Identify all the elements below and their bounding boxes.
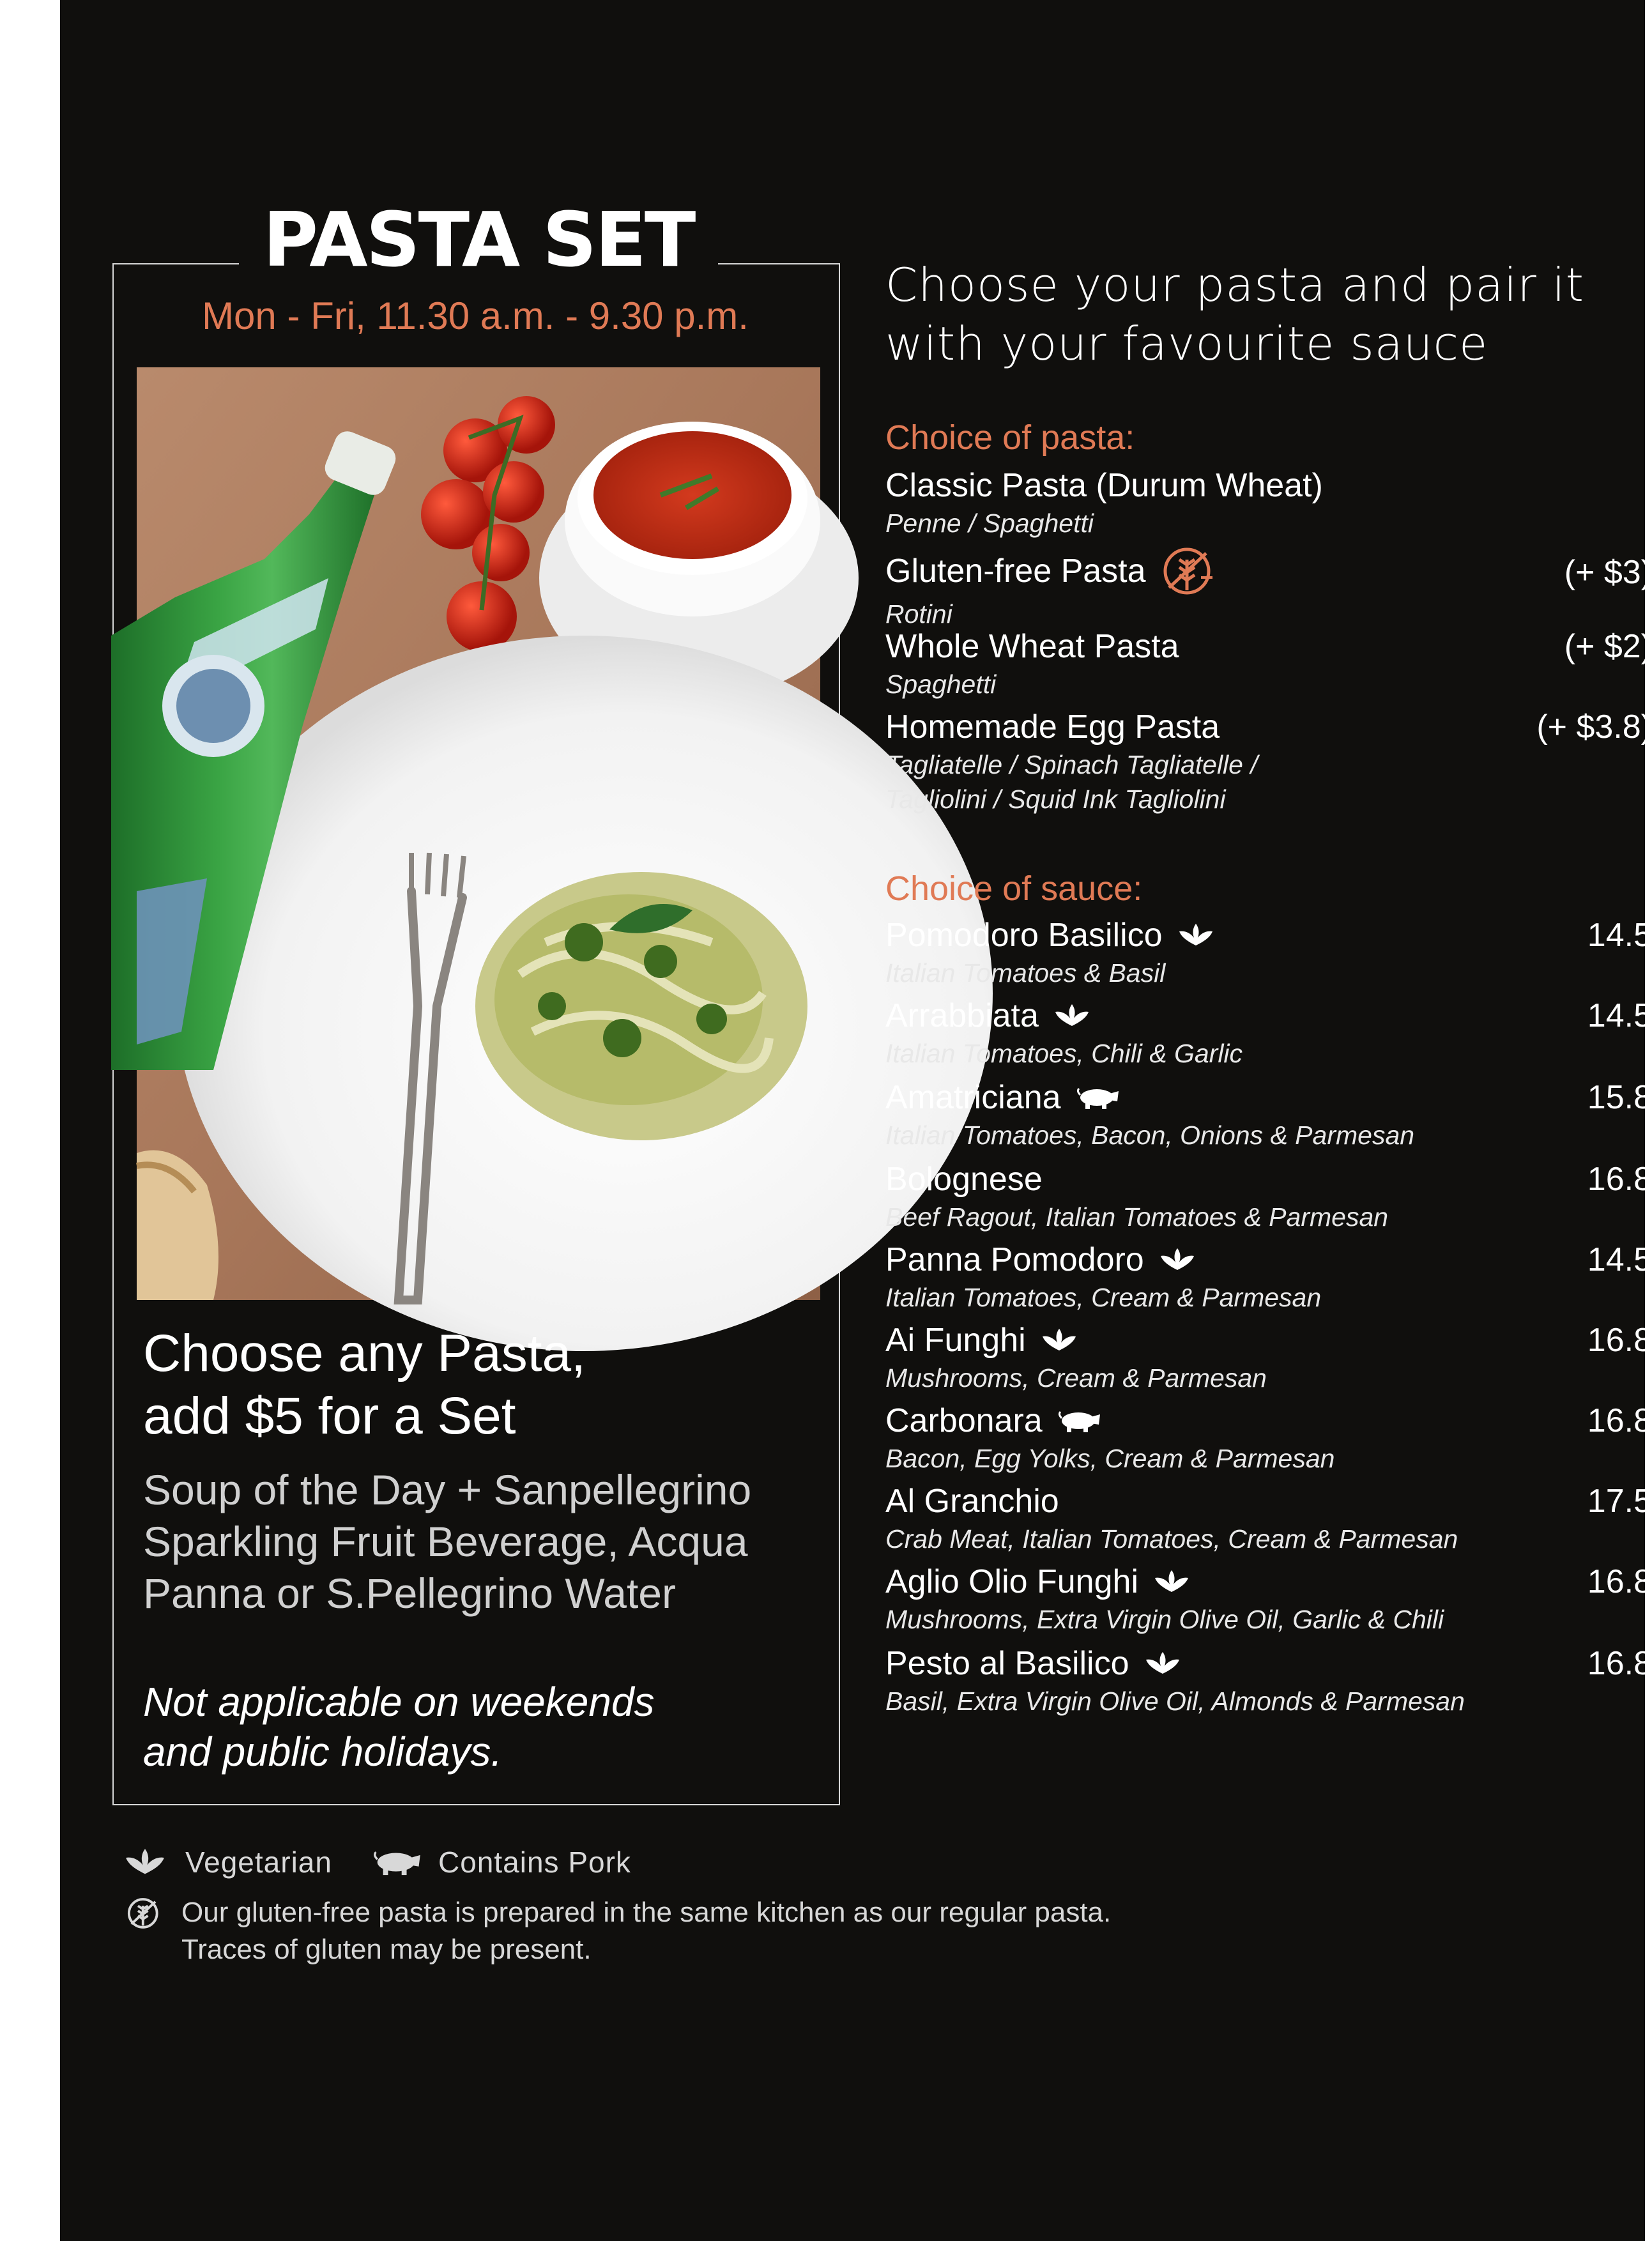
sauce-item: Bolognese Beef Ragout, Italian Tomatoes & Parmesan 16.8 — [885, 1161, 1652, 1232]
sauce-item: Aglio Olio Funghi Mushrooms, Extra Virgin Olive Oil, Garlic & Chili 16.8 — [885, 1563, 1652, 1634]
pasta-photo — [137, 367, 820, 1300]
sauce-item: Al Granchio Crab Meat, Italian Tomatoes, Cream & Parmesan 17.5 — [885, 1483, 1652, 1554]
pork-icon — [1076, 1085, 1120, 1110]
sauce-item: Arrabbiata Italian Tomatoes, Chili & Garlic 14.5 — [885, 997, 1652, 1068]
sauce-item: Pomodoro Basilico Italian Tomatoes & Basil 14.5 — [885, 917, 1652, 988]
pork-icon — [373, 1847, 422, 1877]
vegetarian-icon — [1154, 1569, 1189, 1595]
sauce-item: Pesto al Basilico Basil, Extra Virgin Olive Oil, Almonds & Parmesan 16.8 — [885, 1645, 1652, 1716]
sauce-heading: Choice of sauce: — [885, 869, 1143, 908]
legend-pork: Contains Pork — [373, 1844, 631, 1881]
promo-note: Not applicable on weekends and public holidays. — [143, 1679, 655, 1775]
promo-title: PASTA SET — [239, 192, 718, 287]
pasta-item: Whole Wheat Pasta Spaghetti (+ $2) — [885, 628, 1652, 699]
vegetarian-icon — [1145, 1651, 1181, 1676]
vegetarian-icon — [1178, 922, 1214, 948]
promo-headline: Choose any Pasta, add $5 for a Set — [143, 1324, 586, 1445]
pasta-heading: Choice of pasta: — [885, 418, 1135, 457]
gluten-note: Our gluten-free pasta is prepared in the same kitchen as our regular pasta. Traces of gluten may be present. — [181, 1897, 1112, 1965]
gluten-free-icon — [126, 1896, 164, 1934]
vegetarian-icon — [124, 1847, 166, 1877]
vegetarian-icon — [1041, 1327, 1077, 1353]
vegetarian-icon — [1054, 1003, 1090, 1029]
menu-page — [60, 0, 1652, 2241]
pasta-item: Classic Pasta (Durum Wheat) Penne / Spaghetti — [885, 467, 1323, 538]
menu-intro: Choose your pasta and pair it with your favourite sauce — [885, 258, 1584, 371]
sauce-item: Ai Funghi Mushrooms, Cream & Parmesan 16.8 — [885, 1322, 1652, 1393]
pork-icon — [1058, 1408, 1101, 1434]
pasta-item: Homemade Egg Pasta Tagliatelle / Spinach Tagliatelle / Tagliolini / Squid Ink Tagliolini (+ $3.8) — [885, 708, 1652, 814]
promo-hours: Mon - Fri, 11.30 a.m. - 9.30 p.m. — [202, 294, 749, 337]
vegetarian-icon — [1159, 1247, 1195, 1273]
sauce-item: Panna Pomodoro Italian Tomatoes, Cream & Parmesan 14.5 — [885, 1241, 1652, 1312]
pasta-item: Gluten-free Pasta Rotini (+ $3) — [885, 546, 1652, 631]
sauce-item: Amatriciana Italian Tomatoes, Bacon, Onions & Parmesan 15.8 — [885, 1079, 1652, 1150]
gluten-free-icon — [1161, 546, 1219, 597]
sauce-item: Carbonara Bacon, Egg Yolks, Cream & Parmesan 16.8 — [885, 1402, 1652, 1473]
promo-includes: Soup of the Day + Sanpellegrino Sparkling Fruit Beverage, Acqua Panna or S.Pellegrino Water — [143, 1466, 752, 1617]
legend-vegetarian: Vegetarian — [124, 1844, 332, 1881]
